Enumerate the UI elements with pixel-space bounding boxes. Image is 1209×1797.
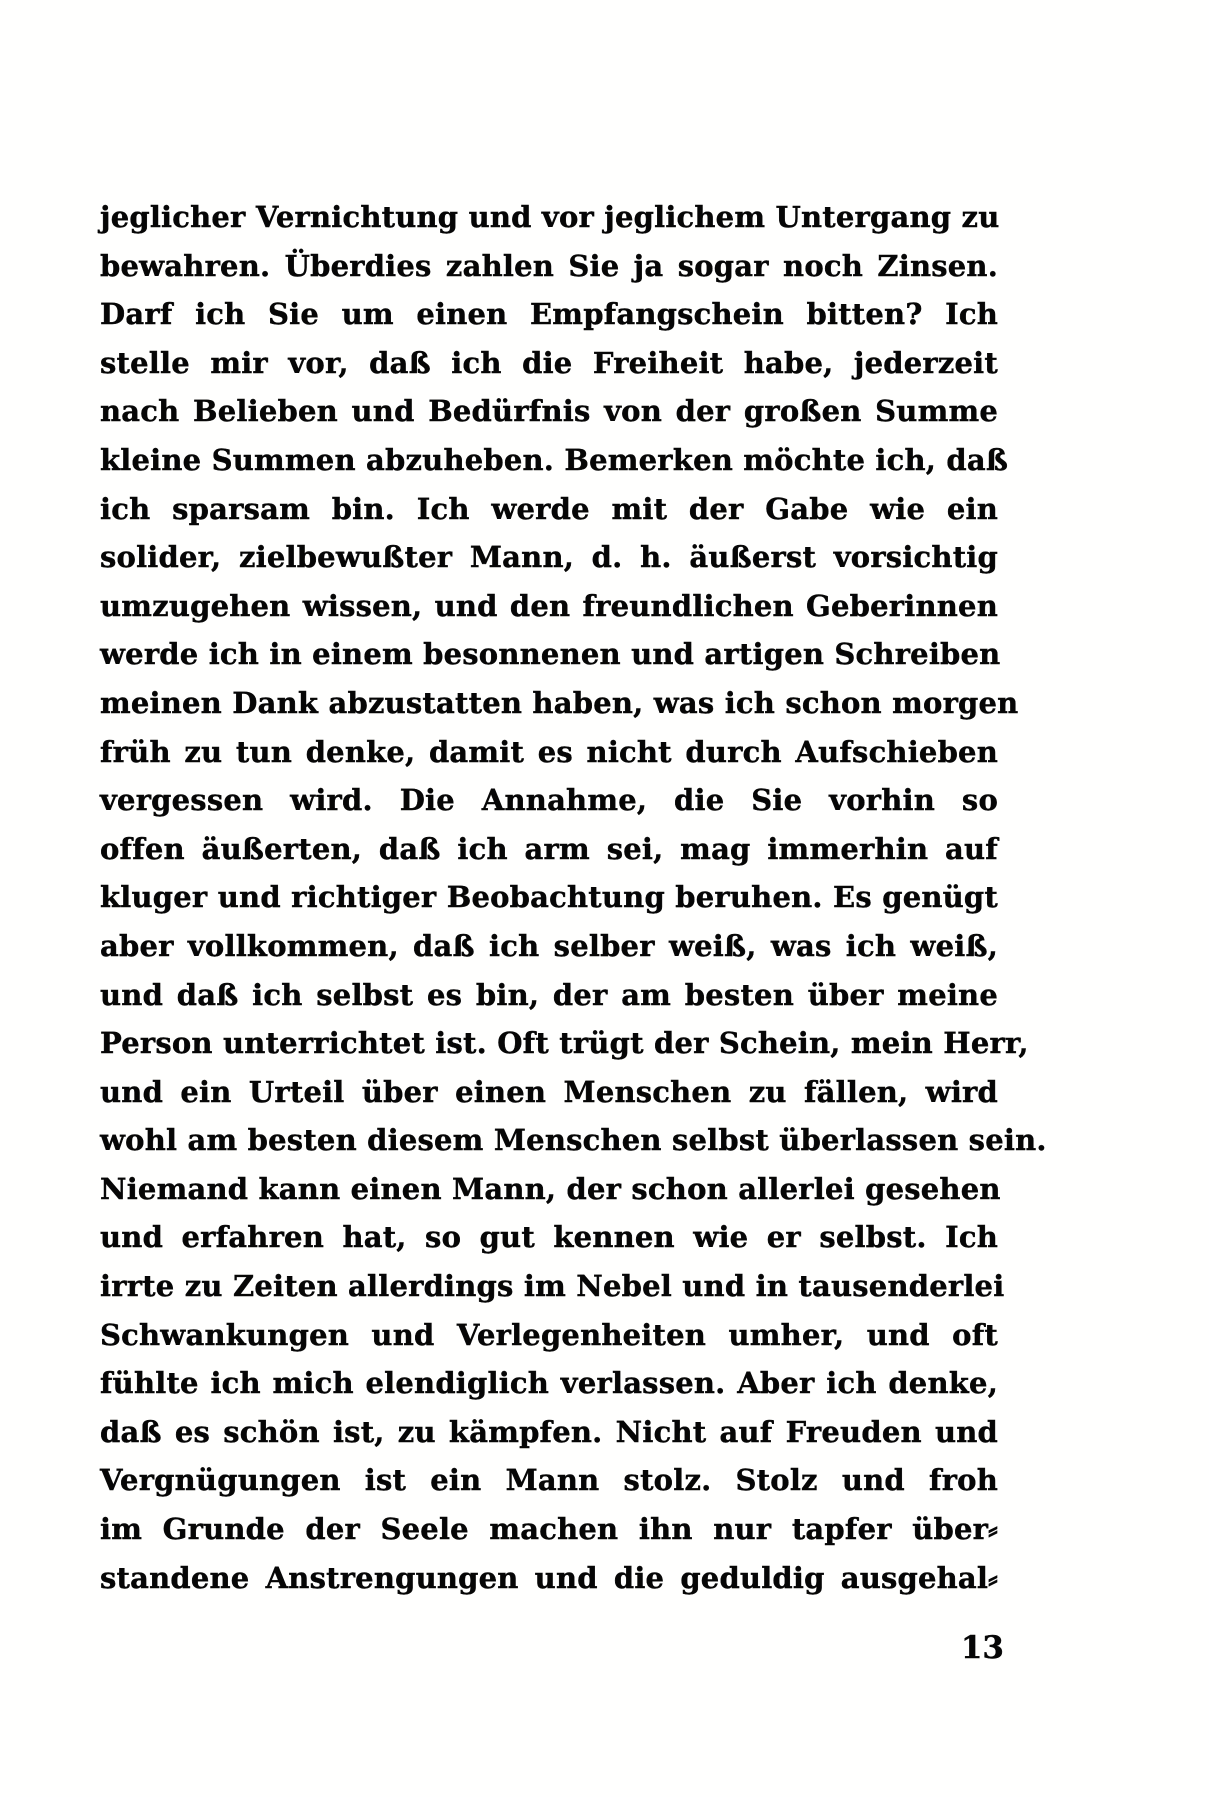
text-line: fühlte ich mich elendiglich verlassen. Aber ich denke, xyxy=(100,1366,998,1401)
text-line: Vergnügungen ist ein Mann stolz. Stolz und froh xyxy=(100,1463,998,1498)
text-line: ich sparsam bin. Ich werde mit der Gabe wie ein xyxy=(100,491,998,526)
text-line: irrte zu Zeiten allerdings im Nebel und in tausenderlei xyxy=(100,1269,1005,1304)
text-line: Darf ich Sie um einen Empfangschein bitten? Ich xyxy=(100,297,998,332)
page-number: 13 xyxy=(960,1630,1004,1666)
text-line: Schwankungen und Verlegenheiten umher, und oft xyxy=(100,1317,998,1352)
text-line: und ein Urteil über einen Menschen zu fällen, wird xyxy=(100,1074,998,1109)
text-line: umzugehen wissen, und den freundlichen Geberinnen xyxy=(100,588,998,623)
text-line: im Grunde der Seele machen ihn nur tapfer über⸗ xyxy=(100,1512,998,1547)
text-line: meinen Dank abzustatten haben, was ich schon morgen xyxy=(100,685,1019,720)
text-line: kleine Summen abzuheben. Bemerken möchte ich, daß xyxy=(100,442,1009,477)
body-text xyxy=(100,193,1047,1602)
text-line: solider, zielbewußter Mann, d. h. äußerst vorsichtig xyxy=(100,540,998,575)
text-line: Niemand kann einen Mann, der schon allerlei gesehen xyxy=(100,1171,1001,1206)
text-line: jeglicher Vernichtung und vor jeglichem Untergang zu xyxy=(100,200,1000,234)
text-line: wohl am besten diesem Menschen selbst überlassen sein. xyxy=(100,1123,1047,1158)
text-line: werde ich in einem besonnenen und artigen Schreiben xyxy=(100,637,1001,672)
text-line: bewahren. Überdies zahlen Sie ja sogar noch Zinsen. xyxy=(100,248,998,283)
text-line: Person unterrichtet ist. Oft trügt der Schein, mein Herr, xyxy=(100,1026,1029,1061)
text-line: und daß ich selbst es bin, der am besten über meine xyxy=(100,977,998,1012)
text-line: kluger und richtiger Beobachtung beruhen. Es genügt xyxy=(100,880,998,915)
text-line: stelle mir vor, daß ich die Freiheit habe, jederzeit xyxy=(100,345,998,380)
text-line: standene Anstrengungen und die geduldig ausgehal⸗ xyxy=(100,1560,998,1595)
text-line: vergessen wird. Die Annahme, die Sie vorhin so xyxy=(100,783,998,818)
text-line: aber vollkommen, daß ich selber weiß, was ich weiß, xyxy=(100,928,998,963)
text-line: daß es schön ist, zu kämpfen. Nicht auf Freuden und xyxy=(100,1414,998,1449)
text-line: nach Belieben und Bedürfnis von der großen Summe xyxy=(100,394,998,429)
text-line: offen äußerten, daß ich arm sei, mag immerhin auf xyxy=(100,831,998,866)
text-line: und erfahren hat, so gut kennen wie er selbst. Ich xyxy=(100,1220,998,1255)
text-line: früh zu tun denke, damit es nicht durch Aufschieben xyxy=(100,734,998,769)
